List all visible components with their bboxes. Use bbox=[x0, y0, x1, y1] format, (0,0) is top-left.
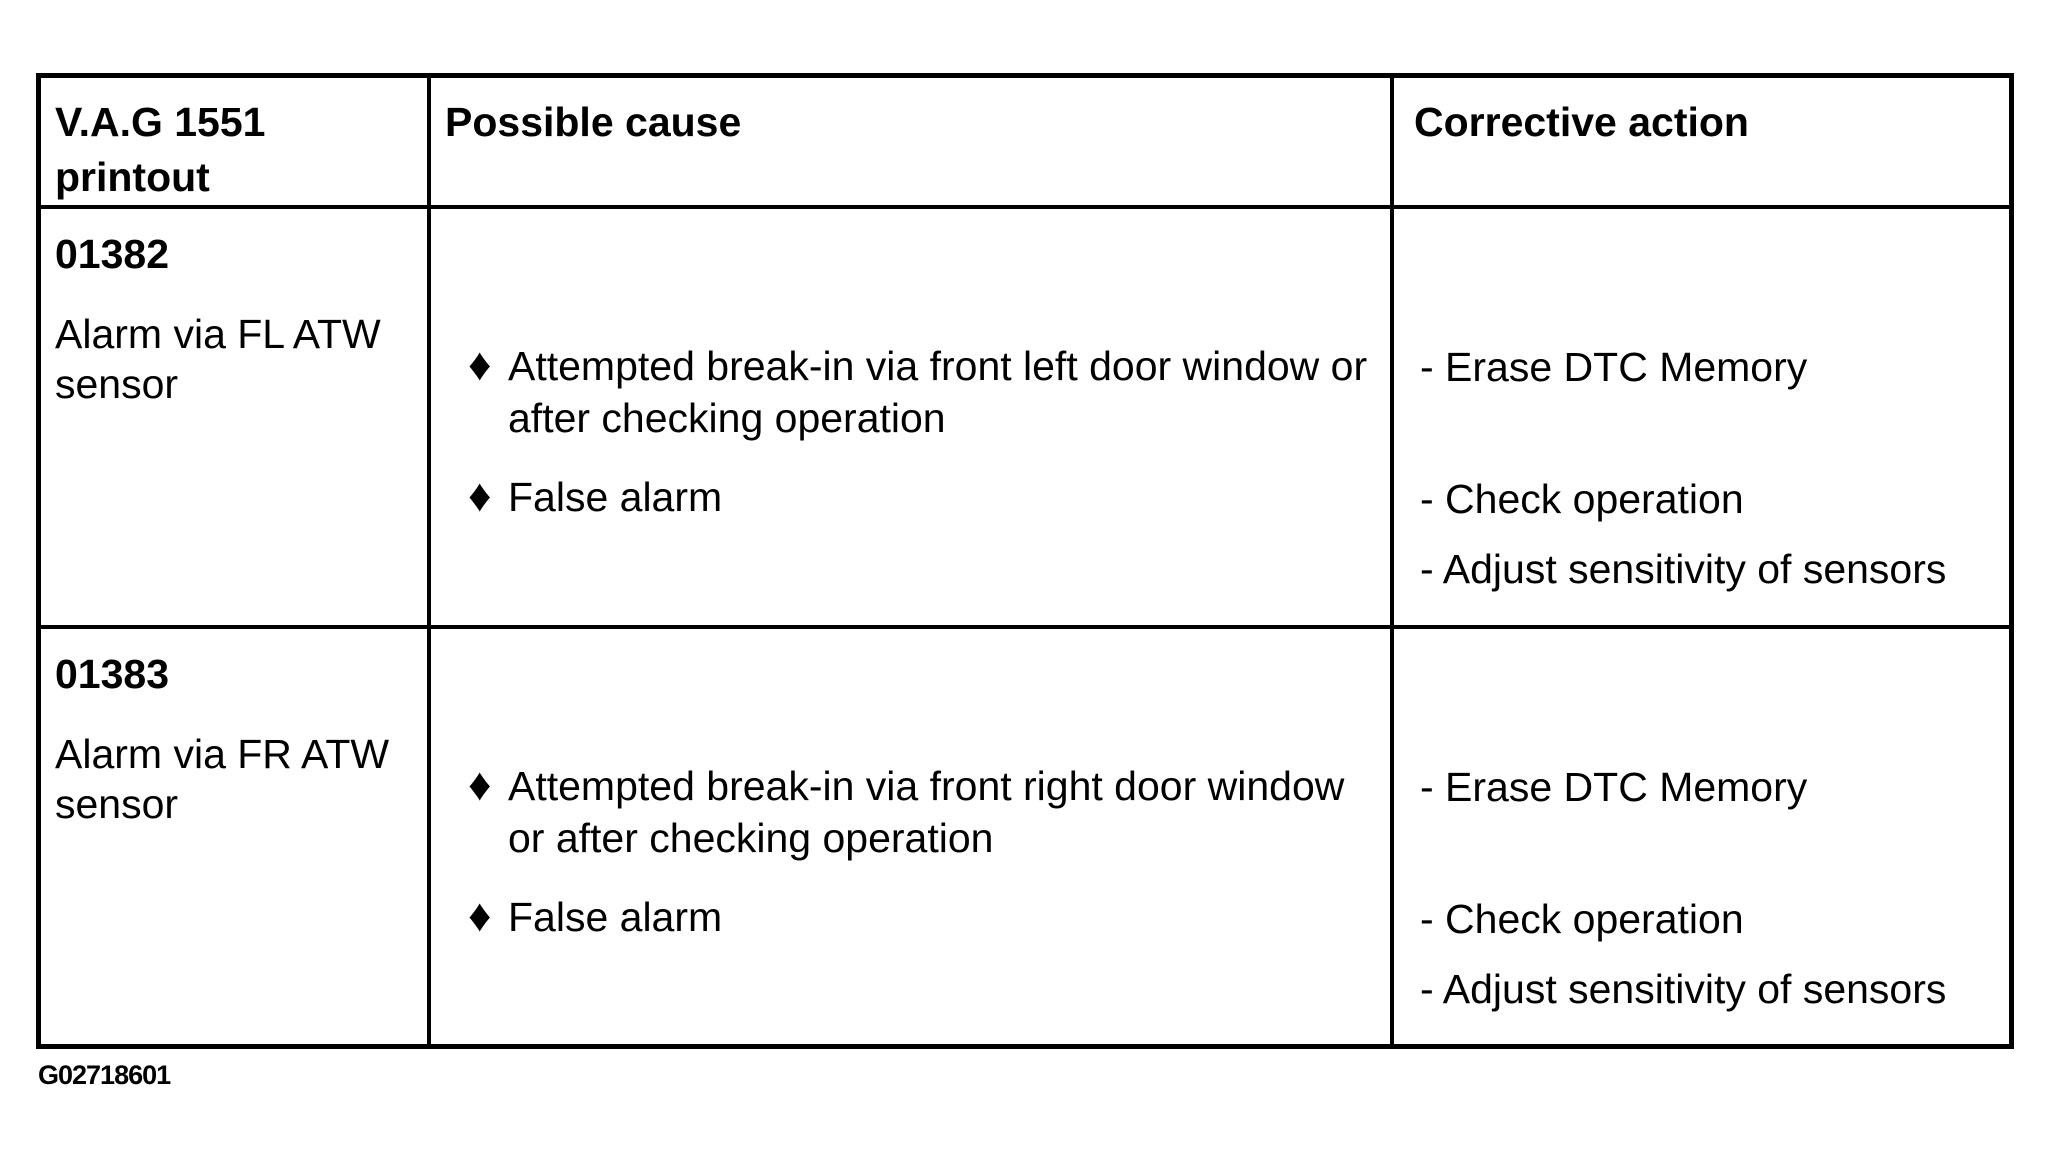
cause-item bbox=[431, 760, 1344, 864]
cause-text-line1: False alarm bbox=[508, 474, 723, 520]
action-item: - Erase DTC Memory bbox=[1420, 344, 1808, 390]
fault-description-line2: sensor bbox=[55, 781, 179, 827]
action-item: - Adjust sensitivity of sensors bbox=[1420, 966, 1947, 1012]
diamond-bullet-icon: ♦ bbox=[468, 469, 492, 521]
action-item: - Adjust sensitivity of sensors bbox=[1420, 546, 1947, 592]
header-corrective-action-label: Corrective action bbox=[1414, 99, 1749, 145]
fault-description bbox=[55, 309, 381, 409]
action-item: - Check operation bbox=[1420, 476, 1744, 522]
fault-description-line1: Alarm via FL ATW bbox=[55, 311, 381, 357]
cause-text bbox=[508, 471, 722, 523]
cause-text-line2: after checking operation bbox=[508, 395, 946, 441]
fault-description-line2: sensor bbox=[55, 361, 179, 407]
fault-description bbox=[55, 729, 389, 829]
diamond-bullet-icon: ♦ bbox=[468, 338, 492, 390]
header-printout-line1: V.A.G 1551 bbox=[55, 99, 266, 145]
cause-item bbox=[431, 891, 722, 943]
header-printout-label bbox=[55, 95, 265, 205]
header-printout-line2: printout bbox=[55, 154, 210, 200]
header-cell-possible-cause bbox=[431, 78, 1394, 209]
vag-printout-table bbox=[36, 73, 2014, 1049]
cause-text bbox=[508, 760, 1344, 864]
diamond-bullet-icon: ♦ bbox=[468, 758, 492, 810]
printout-cell-01382 bbox=[41, 209, 431, 629]
diamond-bullet-icon: ♦ bbox=[468, 889, 492, 941]
header-cell-printout bbox=[41, 78, 431, 209]
cause-text bbox=[508, 891, 722, 943]
corrective-action-cell-01382 bbox=[1394, 209, 2009, 629]
cause-text-line1: Attempted break-in via front right door window bbox=[508, 763, 1345, 809]
fault-code: 01383 bbox=[55, 651, 170, 697]
action-item: - Erase DTC Memory bbox=[1420, 764, 1808, 810]
cause-text-line1: False alarm bbox=[508, 894, 723, 940]
cause-item bbox=[431, 340, 1367, 444]
header-possible-cause-label: Possible cause bbox=[445, 99, 742, 145]
corrective-action-cell-01383 bbox=[1394, 629, 2009, 1044]
header-cell-corrective-action bbox=[1394, 78, 2009, 209]
figure-label: G02718601 bbox=[38, 1060, 171, 1090]
printout-cell-01383 bbox=[41, 629, 431, 1044]
cause-item bbox=[431, 471, 722, 523]
cause-text-line2: or after checking operation bbox=[508, 815, 994, 861]
possible-cause-cell-01382 bbox=[431, 209, 1394, 629]
fault-description-line1: Alarm via FR ATW bbox=[55, 731, 390, 777]
action-item: - Check operation bbox=[1420, 896, 1744, 942]
possible-cause-cell-01383 bbox=[431, 629, 1394, 1044]
cause-text bbox=[508, 340, 1367, 444]
cause-text-line1: Attempted break-in via front left door window or bbox=[508, 343, 1368, 389]
fault-code: 01382 bbox=[55, 231, 170, 277]
